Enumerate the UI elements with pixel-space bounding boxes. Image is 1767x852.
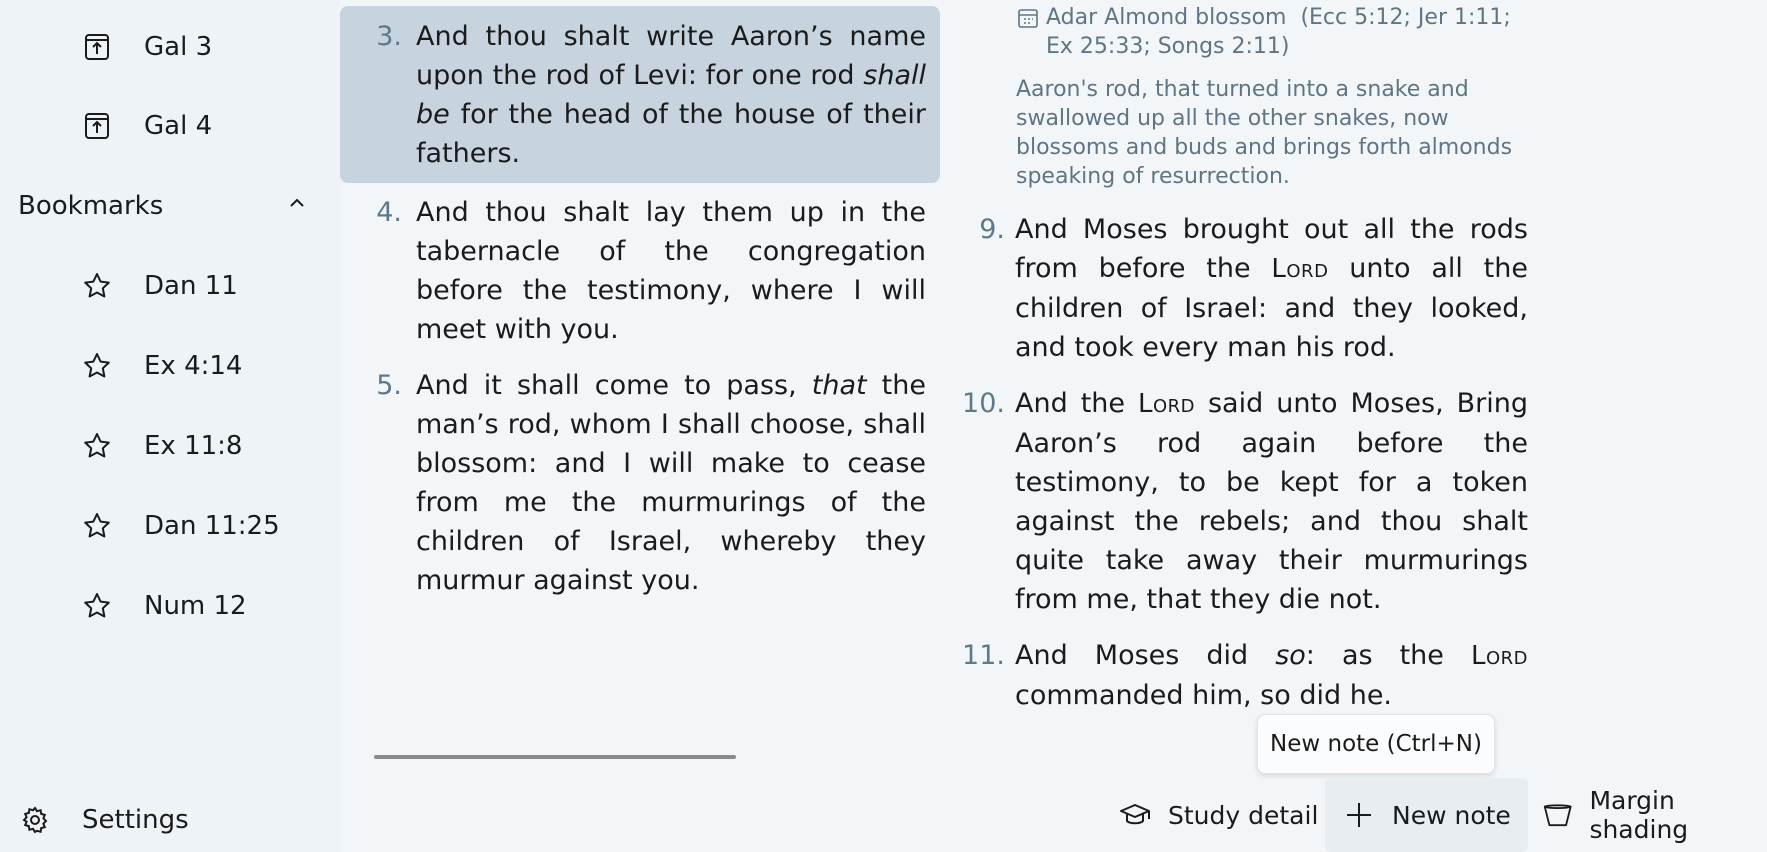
verse-9[interactable] [945, 210, 1528, 367]
upload-box-icon [80, 109, 114, 143]
bookmark-item-num-12[interactable] [80, 586, 247, 626]
calendar-icon [1016, 6, 1040, 30]
note-refs: (Ecc 5:12; Jer 1:11; Ex 25:33; Songs 2:11) [1046, 5, 1511, 59]
note-body: Aaron's rod, that turned into a snake and swallowed up all the other snakes, now blossoms and buds and brings forth almonds speaking of resurrection. [1016, 77, 1513, 189]
bookmark-label: Dan 11:25 [144, 511, 280, 541]
verse-text: And the Lord said unto Moses, Bring Aaron’s rod again before the testimony, to be kept for a token against the rebels; and thou shalt quite take away their murmurings from me, that they die not. [1015, 388, 1528, 615]
bookmark-label: Ex 11:8 [144, 431, 243, 461]
margin-shading-label: Margin shading [1589, 786, 1689, 844]
star-icon [80, 509, 114, 543]
sidebar-item-label: Gal 4 [144, 111, 213, 141]
bookmark-label: Dan 11 [144, 271, 238, 301]
verse-11[interactable] [945, 636, 1528, 715]
graduation-cap-icon [1118, 798, 1152, 832]
verse-number: 4. [376, 197, 402, 228]
verse-4[interactable] [340, 193, 940, 349]
verse-number: 5. [376, 370, 402, 401]
settings-button[interactable] [18, 800, 189, 840]
star-icon [80, 589, 114, 623]
study-detail-label: Study detail [1168, 800, 1319, 830]
study-detail-button[interactable] [1118, 778, 1318, 852]
sidebar [0, 0, 340, 852]
margin-note[interactable] [1016, 3, 1531, 191]
verse-5[interactable] [340, 366, 940, 600]
verse-number: 11. [962, 640, 1005, 671]
note-header [1016, 3, 1531, 61]
verse-number: 10. [962, 388, 1005, 419]
bookmark-item-dan-11-25[interactable] [80, 506, 280, 546]
bookmark-item-ex-11-8[interactable] [80, 426, 242, 466]
star-icon [80, 349, 114, 383]
verse-10[interactable] [945, 384, 1528, 619]
bookmark-item-dan-11[interactable] [80, 266, 238, 306]
star-icon [80, 429, 114, 463]
bookmark-label: Num 12 [144, 591, 247, 621]
horizontal-scrollbar[interactable] [374, 755, 736, 759]
verse-text: And it shall come to pass, that the man’s rod, whom I shall choose, shall blossom: and I will make to cease from me the murmurings of the children of Israel, whereby they murmur against you. [416, 370, 926, 596]
settings-label: Settings [82, 805, 189, 835]
bookmarks-title: Bookmarks [18, 191, 164, 221]
sidebar-item-label: Gal 3 [144, 32, 213, 62]
verse-number: 3. [376, 21, 402, 52]
chevron-up-icon[interactable] [286, 191, 308, 221]
bookmark-label: Ex 4:14 [144, 351, 243, 381]
reading-column-left [340, 0, 940, 617]
verse-3[interactable] [340, 6, 940, 183]
new-note-button[interactable] [1325, 778, 1528, 852]
paint-bucket-icon [1542, 798, 1573, 832]
star-icon [80, 269, 114, 303]
verse-text: And Moses brought out all the rods from before the Lord unto all the children of Israel: and they looked, and took every man his rod. [1015, 214, 1528, 363]
verse-text: And thou shalt lay them up in the tabernacle of the congregation before the testimony, where I will meet with you. [416, 197, 926, 345]
plus-icon [1342, 798, 1376, 832]
gear-icon [18, 803, 52, 837]
verse-number: 9. [979, 214, 1005, 245]
verse-text: And thou shalt write Aaron’s name upon the rod of Levi: for one rod shall be for the head of the house of their fathers. [416, 21, 926, 169]
upload-box-icon [80, 30, 114, 64]
sidebar-item-gal-3[interactable] [80, 27, 212, 67]
sidebar-item-gal-4[interactable] [80, 106, 212, 146]
new-note-label: New note [1392, 800, 1511, 830]
new-note-tooltip: New note (Ctrl+N) [1257, 714, 1495, 774]
reading-column-right [945, 210, 1528, 732]
note-title: Adar Almond blossom [1046, 5, 1287, 30]
bookmarks-section-header[interactable] [18, 186, 308, 226]
note-title-line [1046, 3, 1531, 61]
bookmark-item-ex-4-14[interactable] [80, 346, 242, 386]
verse-text: And Moses did so: as the Lord commanded him, so did he. [1015, 640, 1528, 711]
margin-shading-button[interactable] [1542, 778, 1767, 852]
